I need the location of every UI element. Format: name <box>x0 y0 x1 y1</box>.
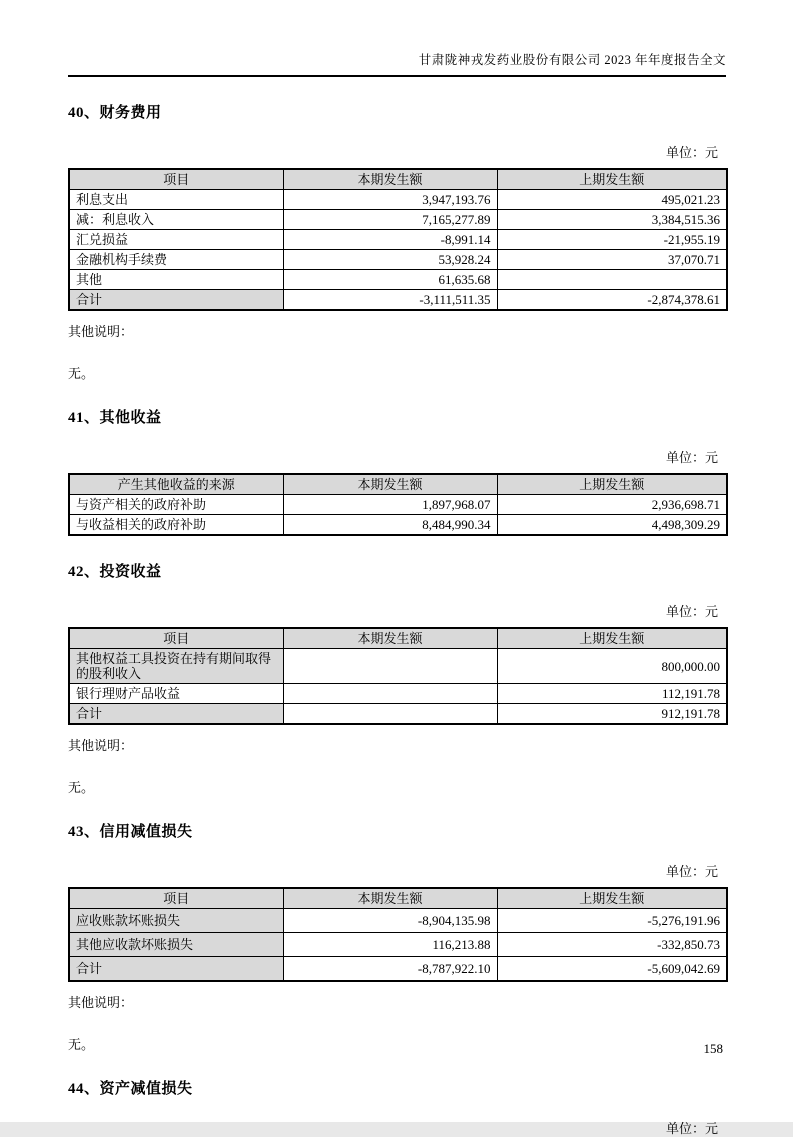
note-none: 无。 <box>68 366 95 381</box>
table-row <box>69 230 727 250</box>
note-none: 无。 <box>68 1037 95 1052</box>
table-row <box>69 250 727 270</box>
table-header-row <box>69 888 727 909</box>
row-current: 116,213.88 <box>283 933 497 957</box>
row-item: 与资产相关的政府补助 <box>69 495 283 515</box>
row-current <box>283 704 497 725</box>
row-prior: -332,850.73 <box>497 933 727 957</box>
finance-expense-table <box>68 168 728 311</box>
col-header-source: 产生其他收益的来源 <box>69 474 283 495</box>
row-current <box>283 684 497 704</box>
row-prior: 800,000.00 <box>497 649 727 684</box>
row-item: 银行理财产品收益 <box>69 684 283 704</box>
row-prior: 495,021.23 <box>497 190 727 210</box>
section-heading-42: 42、投资收益 <box>68 564 162 580</box>
table-row <box>69 270 727 290</box>
row-item: 其他权益工具投资在持有期间取得的股利收入 <box>69 649 283 684</box>
row-current: 7,165,277.89 <box>283 210 497 230</box>
table-row <box>69 515 727 536</box>
row-item: 其他应收款坏账损失 <box>69 933 283 957</box>
row-prior: 2,936,698.71 <box>497 495 727 515</box>
row-prior: -2,874,378.61 <box>497 290 727 311</box>
credit-impairment-table <box>68 887 728 982</box>
unit-label: 单位：元 <box>665 864 718 879</box>
other-note-label: 其他说明： <box>68 738 134 753</box>
row-prior <box>497 270 727 290</box>
col-header-current: 本期发生额 <box>283 169 497 190</box>
row-prior: 912,191.78 <box>497 704 727 725</box>
row-current: -8,904,135.98 <box>283 909 497 933</box>
table-row <box>69 684 727 704</box>
page-number: 158 <box>703 1041 723 1056</box>
row-item: 利息支出 <box>69 190 283 210</box>
table-header-row <box>69 169 727 190</box>
section-heading-44: 44、资产减值损失 <box>68 1081 193 1097</box>
row-item: 应收账款坏账损失 <box>69 909 283 933</box>
section-heading-40: 40、财务费用 <box>68 105 162 121</box>
table-row <box>69 210 727 230</box>
row-item: 其他 <box>69 270 283 290</box>
other-note-label: 其他说明： <box>68 995 134 1010</box>
unit-label: 单位：元 <box>665 450 718 465</box>
table-row <box>69 495 727 515</box>
row-current: 61,635.68 <box>283 270 497 290</box>
table-row <box>69 909 727 933</box>
col-header-item: 项目 <box>69 628 283 649</box>
table-row <box>69 190 727 210</box>
row-current: -3,111,511.35 <box>283 290 497 311</box>
table-total-row <box>69 290 727 311</box>
table-row <box>69 933 727 957</box>
row-prior: -5,609,042.69 <box>497 957 727 982</box>
report-title: 甘肃陇神戎发药业股份有限公司 2023 年年度报告全文 <box>418 53 726 67</box>
note-none: 无。 <box>68 780 95 795</box>
row-current: -8,991.14 <box>283 230 497 250</box>
unit-label: 单位：元 <box>665 145 718 160</box>
row-item: 减：利息收入 <box>69 210 283 230</box>
table-total-row <box>69 704 727 725</box>
col-header-current: 本期发生额 <box>283 888 497 909</box>
row-current: 53,928.24 <box>283 250 497 270</box>
row-item-total: 合计 <box>69 290 283 311</box>
row-prior: 4,498,309.29 <box>497 515 727 536</box>
row-item-total: 合计 <box>69 704 283 725</box>
running-header <box>68 50 726 77</box>
other-income-table <box>68 473 728 536</box>
row-item: 与收益相关的政府补助 <box>69 515 283 536</box>
investment-income-table <box>68 627 728 725</box>
unit-label: 单位：元 <box>665 604 718 619</box>
row-current: 8,484,990.34 <box>283 515 497 536</box>
row-prior: 112,191.78 <box>497 684 727 704</box>
row-current: 3,947,193.76 <box>283 190 497 210</box>
row-current <box>283 649 497 684</box>
col-header-item: 项目 <box>69 169 283 190</box>
col-header-prior: 上期发生额 <box>497 888 727 909</box>
row-prior: 3,384,515.36 <box>497 210 727 230</box>
table-header-row <box>69 474 727 495</box>
col-header-prior: 上期发生额 <box>497 474 727 495</box>
row-item-total: 合计 <box>69 957 283 982</box>
row-current: 1,897,968.07 <box>283 495 497 515</box>
col-header-current: 本期发生额 <box>283 628 497 649</box>
row-prior: -21,955.19 <box>497 230 727 250</box>
row-prior: -5,276,191.96 <box>497 909 727 933</box>
col-header-current: 本期发生额 <box>283 474 497 495</box>
col-header-prior: 上期发生额 <box>497 628 727 649</box>
row-prior: 37,070.71 <box>497 250 727 270</box>
table-row <box>69 649 727 684</box>
section-heading-43: 43、信用减值损失 <box>68 824 193 840</box>
other-note-label: 其他说明： <box>68 324 134 339</box>
row-item: 金融机构手续费 <box>69 250 283 270</box>
col-header-prior: 上期发生额 <box>497 169 727 190</box>
table-total-row <box>69 957 727 982</box>
section-heading-41: 41、其他收益 <box>68 410 162 426</box>
row-item: 汇兑损益 <box>69 230 283 250</box>
unit-label: 单位：元 <box>665 1121 718 1136</box>
table-header-row <box>69 628 727 649</box>
col-header-item: 项目 <box>69 888 283 909</box>
row-current: -8,787,922.10 <box>283 957 497 982</box>
